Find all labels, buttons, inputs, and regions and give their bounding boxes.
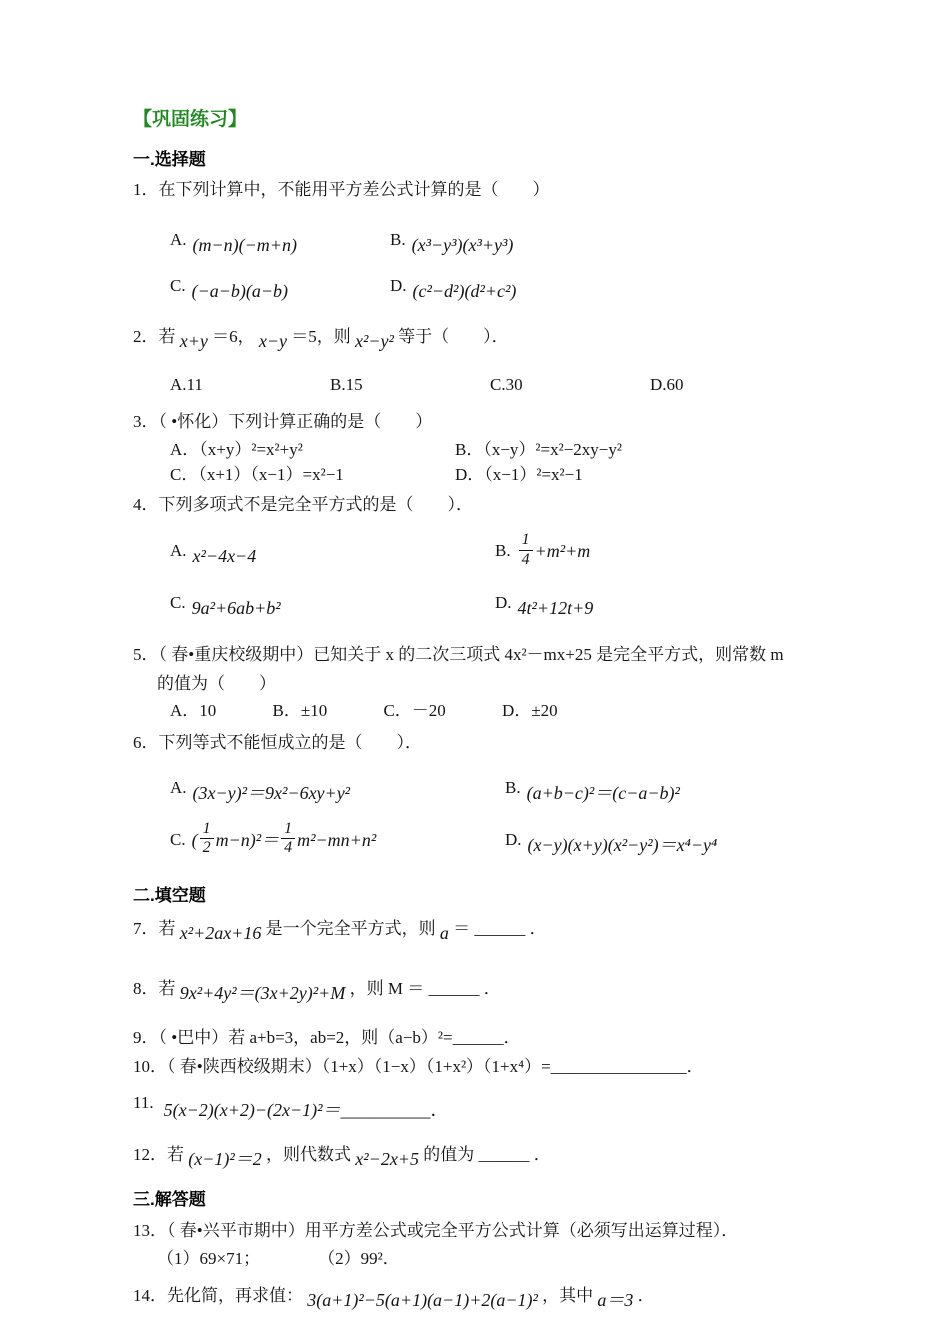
q3-text: 3．（ •怀化）下列计算正确的是（ ） bbox=[133, 412, 433, 432]
q3-option-b bbox=[455, 437, 622, 462]
fraction-numerator: 1 bbox=[200, 821, 214, 840]
q4-option-d bbox=[495, 590, 594, 619]
formula: x²−2x+5 bbox=[355, 1149, 419, 1170]
q4-options bbox=[170, 523, 870, 627]
option-label: C. bbox=[170, 275, 186, 295]
q13-sub2: （2）99²． bbox=[318, 1249, 400, 1269]
formula: (c²−d²)(d²+c²) bbox=[412, 280, 517, 301]
q2-t3: 等于（ ）． bbox=[398, 326, 509, 346]
q13-sub1: （1）69×71； bbox=[157, 1249, 261, 1269]
q3-options bbox=[170, 437, 870, 487]
q7-end: ． bbox=[529, 918, 547, 938]
fraction bbox=[281, 821, 295, 858]
formula: x+y bbox=[179, 330, 208, 351]
q10-body: 10．（ 春•陕西校级期末）（1+x）（1−x）（1+x²）（1+x⁴）= bbox=[133, 1056, 551, 1076]
q1-option-d bbox=[390, 273, 516, 299]
q2-choices bbox=[170, 373, 870, 398]
section-title-multiple-choice: 一.选择题 bbox=[133, 149, 206, 169]
formula: 4t²+12t+9 bbox=[517, 598, 594, 619]
q3-option-c bbox=[170, 462, 455, 487]
q4-options-row-ab bbox=[170, 523, 870, 579]
q6-option-a bbox=[170, 775, 505, 801]
q2-choice-d: D.60 bbox=[650, 375, 684, 395]
option-label: B. bbox=[495, 541, 511, 561]
answer-blank: ________________ bbox=[550, 1056, 687, 1076]
formula: x²+2ax+16 bbox=[179, 922, 262, 943]
q4-option-a bbox=[170, 538, 495, 567]
formula: (3x−y)²＝9x²−6xy+y² bbox=[192, 782, 351, 803]
q10-text bbox=[133, 1055, 870, 1080]
q4-option-c bbox=[170, 590, 495, 619]
q7-pre: 7．若 bbox=[133, 918, 176, 938]
q2-t2: ＝5，则 bbox=[291, 326, 351, 346]
q4-option-b bbox=[495, 533, 590, 570]
q1-options-row-cd bbox=[170, 263, 870, 309]
q6-text: 6．下列等式不能恒成立的是（ ）． bbox=[133, 733, 422, 753]
q13-subparts bbox=[157, 1247, 870, 1272]
section-title-fill-blank: 二.填空题 bbox=[133, 885, 206, 905]
answer-blank: ______ bbox=[478, 1145, 530, 1165]
option-label: B. bbox=[505, 777, 521, 797]
q14-text bbox=[133, 1282, 870, 1309]
formula: a＝3 bbox=[597, 1289, 634, 1310]
formula: (a+b−c)²＝(c−a−b)² bbox=[526, 782, 680, 803]
fraction-numerator: 1 bbox=[281, 821, 295, 840]
formula: (x³−y³)(x³+y³) bbox=[411, 234, 514, 255]
formula: (x−y)(x+y)(x²−y²)＝x⁴−y⁴ bbox=[527, 834, 718, 855]
q2-t1: ＝6， bbox=[212, 326, 255, 346]
formula: ( bbox=[191, 829, 198, 850]
q5-choice-d: D．±20 bbox=[502, 700, 558, 720]
q4-text: 4．下列多项式不是完全平方式的是（ ）． bbox=[133, 494, 473, 514]
q2-pre: 2．若 bbox=[133, 326, 176, 346]
formula: (x−1)²＝2 bbox=[188, 1149, 262, 1170]
q8-end: ． bbox=[483, 979, 501, 999]
formula: 3(a+1)²−5(a+1)(a−1)+2(a−1)² bbox=[307, 1289, 538, 1310]
q11-text bbox=[133, 1091, 870, 1123]
q14-pre: 14．先化简，再求值： bbox=[133, 1285, 303, 1305]
formula: D．（x−1）²=x²−1 bbox=[455, 464, 583, 484]
q9-text bbox=[133, 1026, 870, 1051]
q2-choice-c: C.30 bbox=[490, 375, 523, 395]
q12-t1: ，则代数式 bbox=[266, 1145, 352, 1165]
formula: a bbox=[439, 922, 449, 943]
q3-options-row-ab bbox=[170, 437, 870, 462]
formula: m²−mn+n² bbox=[297, 829, 377, 850]
q5-choice-c: C．－20 bbox=[383, 700, 446, 720]
option-label: C. bbox=[170, 593, 186, 613]
formula: ＝ bbox=[261, 829, 280, 850]
q5-line1: 5．（ 春•重庆校级期中）已知关于 x 的二次三项式 4x²－mx+25 是完全平方式，则常数 m bbox=[133, 645, 784, 665]
q5-choices bbox=[170, 699, 870, 724]
q1-text: 1．在下列计算中，不能用平方差公式计算的是（ ） bbox=[133, 180, 550, 200]
answer-blank: __________ bbox=[340, 1100, 431, 1121]
q8-text bbox=[133, 975, 870, 1002]
option-label: B. bbox=[390, 229, 406, 249]
q5-choice-b: B．±10 bbox=[272, 700, 328, 720]
q14-t1: ，其中 bbox=[542, 1285, 594, 1305]
option-label: D. bbox=[390, 275, 407, 295]
q12-pre: 12．若 bbox=[133, 1145, 184, 1165]
q9-body: 9．（ •巴中）若 a+b=3，ab=2，则（a−b）²= bbox=[133, 1027, 453, 1047]
option-label: D. bbox=[495, 593, 512, 613]
q3-option-a bbox=[170, 437, 455, 462]
answer-blank: ______ bbox=[428, 979, 480, 999]
section-title-solve: 三.解答题 bbox=[133, 1189, 206, 1209]
fraction-numerator: 1 bbox=[519, 532, 533, 551]
fraction-denominator: 4 bbox=[284, 839, 293, 857]
option-label: A. bbox=[170, 541, 187, 561]
q5-line2: 的值为（ ） bbox=[157, 674, 276, 694]
q1-options bbox=[170, 217, 870, 309]
option-label: A. bbox=[170, 777, 187, 797]
fraction bbox=[519, 532, 533, 569]
q7-t2: ＝ bbox=[453, 918, 471, 938]
fraction bbox=[200, 821, 214, 858]
page-title: 【巩固练习】 bbox=[133, 109, 248, 130]
option-label: D. bbox=[505, 829, 522, 849]
q10-end: ． bbox=[686, 1056, 704, 1076]
answer-blank: ______ bbox=[474, 918, 526, 938]
q11-end: ． bbox=[430, 1100, 449, 1121]
formula: m−n)² bbox=[215, 829, 262, 850]
answer-blank: ______ bbox=[452, 1027, 504, 1047]
q11-formula: 5(x−2)(x+2)−(2x−1)²＝ bbox=[163, 1100, 341, 1121]
q9-end: ． bbox=[503, 1027, 521, 1047]
q6-option-b bbox=[505, 775, 680, 801]
q8-t1: ，则 M ＝ bbox=[349, 979, 425, 999]
q3-option-d bbox=[455, 462, 583, 487]
q2-choice-a: A.11 bbox=[170, 375, 203, 395]
q6-options-row-ab bbox=[170, 764, 870, 812]
formula: (m−n)(−m+n) bbox=[192, 234, 297, 255]
q1-options-row-ab bbox=[170, 217, 870, 263]
q5-choice-a: A．10 bbox=[170, 700, 217, 720]
q6-options bbox=[170, 764, 870, 868]
q3-options-row-cd bbox=[170, 462, 870, 487]
q8-pre: 8．若 bbox=[133, 979, 176, 999]
option-label: A. bbox=[170, 229, 187, 249]
formula: 9x²+4y²＝(3x+2y)²+M bbox=[179, 983, 346, 1004]
q6-option-d bbox=[505, 827, 717, 853]
q1-option-b bbox=[390, 227, 513, 253]
q11-number: 11. bbox=[133, 1093, 154, 1113]
q1-option-c bbox=[170, 273, 390, 299]
formula: x²−y² bbox=[355, 330, 394, 351]
formula: C．（x+1）（x−1）=x²−1 bbox=[170, 464, 344, 484]
formula bbox=[164, 1091, 449, 1123]
q7-text bbox=[133, 915, 870, 942]
formula: +m²+m bbox=[534, 541, 591, 562]
fraction-denominator: 4 bbox=[521, 550, 530, 568]
q12-end: ． bbox=[533, 1145, 551, 1165]
q2-choice-b: B.15 bbox=[330, 375, 363, 395]
q4-options-row-cd bbox=[170, 579, 870, 627]
q12-text bbox=[133, 1141, 870, 1168]
q6-options-row-cd bbox=[170, 812, 870, 868]
q1-option-a bbox=[170, 227, 390, 253]
q12-t2: 的值为 bbox=[423, 1145, 475, 1165]
formula: (−a−b)(a−b) bbox=[191, 280, 289, 301]
option-label: C. bbox=[170, 829, 186, 849]
formula: x²−4x−4 bbox=[192, 546, 257, 567]
formula: B．（x−y）²=x²−2xy−y² bbox=[455, 439, 622, 459]
formula: 9a²+6ab+b² bbox=[191, 598, 281, 619]
formula: A．（x+y）²=x²+y² bbox=[170, 439, 303, 459]
q7-t1: 是一个完全平方式，则 bbox=[265, 918, 436, 938]
fraction-denominator: 2 bbox=[202, 839, 211, 857]
q6-option-c bbox=[170, 819, 505, 859]
formula: x−y bbox=[258, 330, 287, 351]
q13-text: 13．（ 春•兴平市期中）用平方差公式或完全平方公式计算（必须写出运算过程）． bbox=[133, 1220, 739, 1240]
q2-text bbox=[133, 323, 870, 350]
q14-end: ． bbox=[637, 1285, 655, 1305]
